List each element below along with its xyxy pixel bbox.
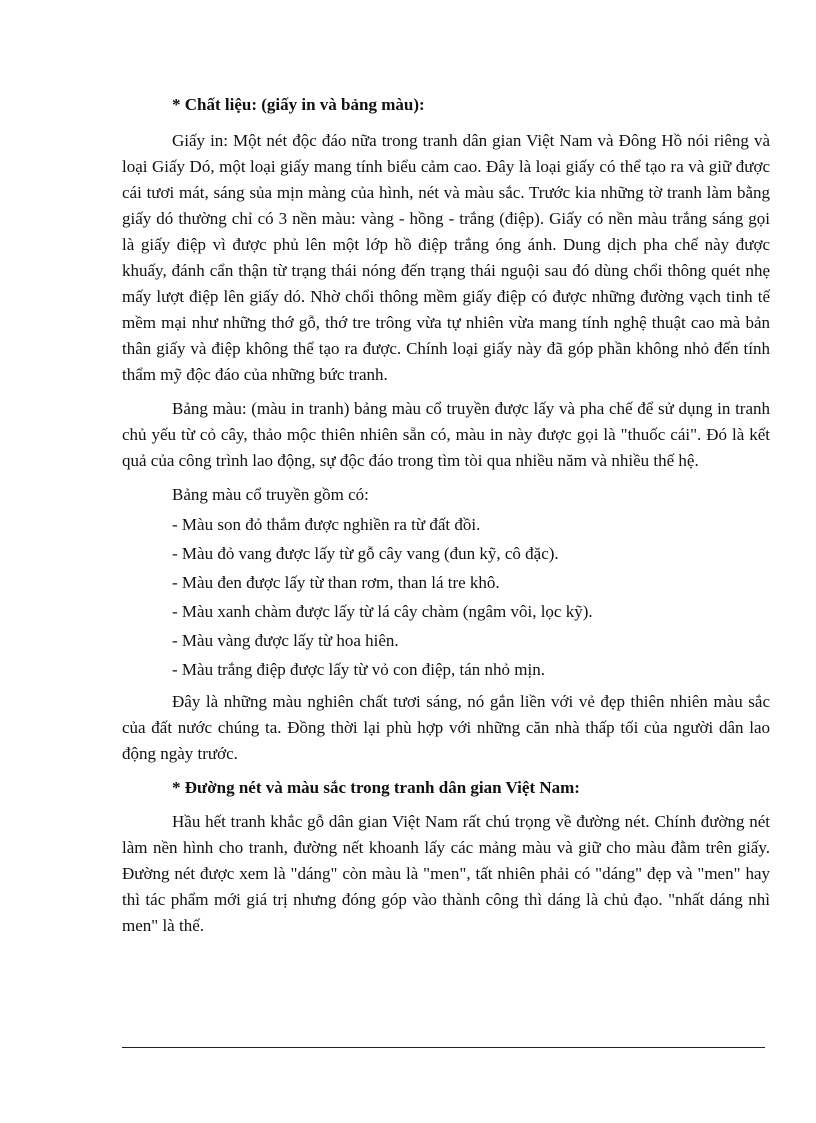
list-item: - Màu đỏ vang được lấy từ gỗ cây vang (đun kỹ, cô đặc). xyxy=(172,544,559,563)
paragraph-colors-summary: Đây là những màu nghiên chất tươi sáng, nó gắn liền với vẻ đẹp thiên nhiên màu sắc của đất nước chúng ta. Đồng thời lại phù hợp với những căn nhà thấp tối của người dân lao động ngày trước. xyxy=(122,692,770,763)
section-heading-materials: * Chất liệu: (giấy in và bảng màu): xyxy=(172,95,425,114)
palette-list xyxy=(122,512,770,683)
paragraph-lines: Hầu hết tranh khắc gỗ dân gian Việt Nam rất chú trọng về đường nét. Chính đường nét làm nền hình cho tranh, đường nết khoanh lấy các mảng màu và giữ cho màu đằm trên giấy. Đường nét được xem là "dáng" còn màu là "men", tất nhiên phải có "dáng" đẹp và "men" hay thì tác phẩm mới giá trị nhưng đóng góp vào thành công thì dáng là chủ đạo. "nhất dáng nhì men" là thế. xyxy=(122,812,770,935)
list-item: - Màu vàng được lấy từ hoa hiên. xyxy=(172,631,399,650)
palette-list-intro: Bảng màu cổ truyền gồm có: xyxy=(172,485,369,504)
list-item: - Màu son đỏ thắm được nghiền ra từ đất đồi. xyxy=(172,515,481,534)
list-item: - Màu xanh chàm được lấy từ lá cây chàm (ngâm vôi, lọc kỹ). xyxy=(172,602,593,621)
section-heading-lines-colors: * Đường nét và màu sắc trong tranh dân gian Việt Nam: xyxy=(172,778,580,797)
list-item: - Màu đen được lấy từ than rơm, than lá tre khô. xyxy=(172,573,500,592)
footer-divider xyxy=(122,1047,765,1048)
document-page xyxy=(122,92,770,947)
paragraph-palette: Bảng màu: (màu in tranh) bảng màu cổ truyền được lấy và pha chế để sử dụng in tranh chủ yếu từ cỏ cây, thảo mộc thiên nhiên sẵn có, màu in này được gọi là "thuốc cái". Đó là kết quả của công trình lao động, sự độc đáo trong tìm tòi qua nhiều năm và nhiều thế hệ. xyxy=(122,399,770,470)
paragraph-paper: Giấy in: Một nét độc đáo nữa trong tranh dân gian Việt Nam và Đông Hồ nói riêng và loại Giấy Dó, một loại giấy mang tính biểu cảm cao. Đây là loại giấy có thể tạo ra và giữ được cái tươi mát, sáng sủa mịn màng của hình, nét và màu sắc. Trước kia những tờ tranh làm bằng giấy dó thường chỉ có 3 nền màu: vàng - hồng - trắng (điệp). Giấy có nền màu trắng sáng gọi là giấy điệp vì được phủ lên một lớp hồ điệp trắng óng ánh. Dung dịch pha chế này được khuấy, đánh cẩn thận từ trạng thái nóng đến trạng thái nguội sau đó dùng chổi thông quét nhẹ mấy lượt điệp lên giấy dó. Nhờ chổi thông mềm giấy điệp có được những đường vạch tinh tế mềm mại như những thớ gỗ, thớ tre trông vừa tự nhiên vừa mang tính nghệ thuật cao mà bản thân giấy và điệp không thể tạo ra được. Chính loại giấy này đã góp phần không nhỏ đến tính thẩm mỹ độc đáo của những bức tranh. xyxy=(122,131,770,384)
list-item: - Màu trắng điệp được lấy từ vỏ con điệp, tán nhỏ mịn. xyxy=(172,660,546,679)
